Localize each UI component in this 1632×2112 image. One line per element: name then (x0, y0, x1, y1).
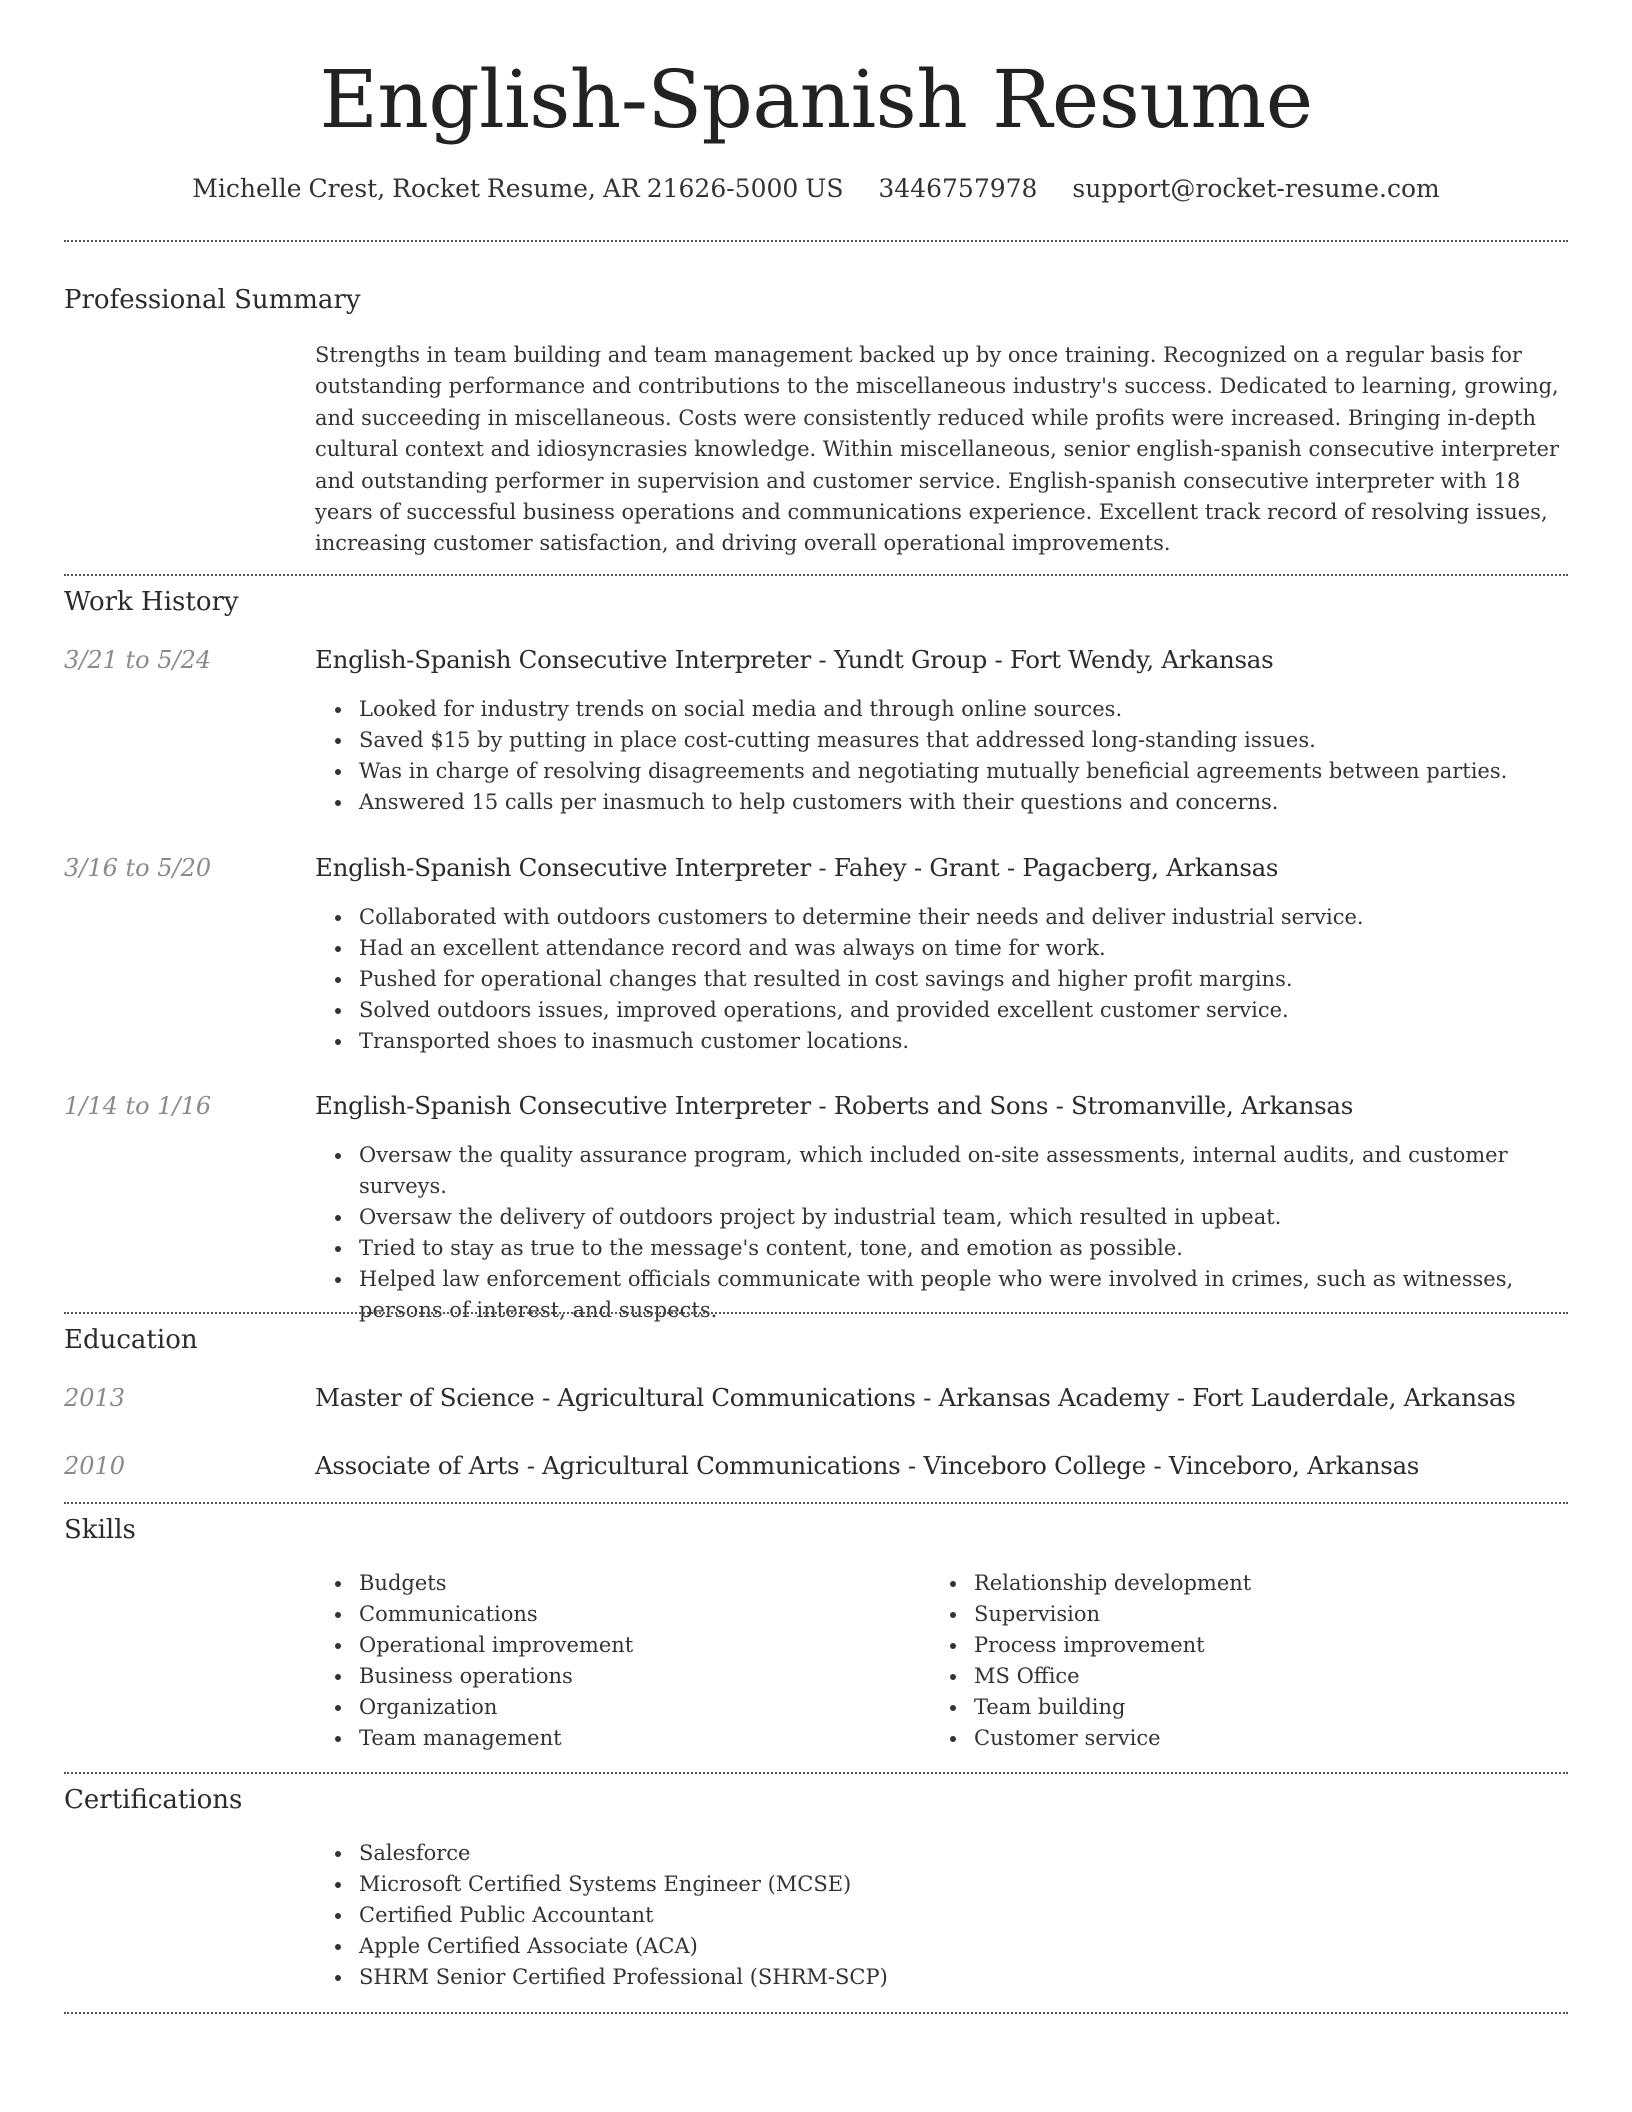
list-item: Business operations (359, 1661, 930, 1692)
list-item: Collaborated with outdoors customers to determine their needs and deliver industrial service. (359, 902, 1568, 933)
divider (64, 1502, 1568, 1504)
list-item: Certified Public Accountant (359, 1900, 1568, 1931)
list-item: Operational improvement (359, 1630, 930, 1661)
divider (64, 1312, 1568, 1314)
list-item: Supervision (974, 1599, 1568, 1630)
contact-email: support@rocket-resume.com (1072, 174, 1440, 203)
list-item: Tried to stay as true to the message's content, tone, and emotion as possible. (359, 1233, 1568, 1264)
list-item: Oversaw the delivery of outdoors project by industrial team, which resulted in upbeat. (359, 1202, 1568, 1233)
job-title: English-Spanish Consecutive Interpreter - Yundt Group - Fort Wendy, Arkansas (315, 645, 1274, 674)
job-dates: 1/14 to 1/16 (64, 1092, 212, 1120)
list-item: Communications (359, 1599, 930, 1630)
list-item: Pushed for operational changes that resulted in cost savings and higher profit margins. (359, 964, 1568, 995)
job-dates: 3/21 to 5/24 (64, 646, 212, 674)
list-item: Saved $15 by putting in place cost-cutting measures that addressed long-standing issues. (359, 725, 1568, 756)
list-item: Answered 15 calls per inasmuch to help customers with their questions and concerns. (359, 787, 1568, 818)
list-item: Relationship development (974, 1568, 1568, 1599)
education-degree: Associate of Arts - Agricultural Communications - Vinceboro College - Vinceboro, Arkansas (315, 1451, 1420, 1480)
job-bullets (315, 1140, 1568, 1326)
list-item: Oversaw the quality assurance program, which included on-site assessments, internal audits, and customer surveys. (359, 1140, 1568, 1202)
list-item: Apple Certified Associate (ACA) (359, 1931, 1568, 1962)
job-bullets (315, 902, 1568, 1057)
list-item: Microsoft Certified Systems Engineer (MCSE) (359, 1869, 1568, 1900)
list-item: Organization (359, 1692, 930, 1723)
divider (64, 240, 1568, 242)
section-title-skills: Skills (64, 1515, 136, 1545)
contact-line (64, 169, 1568, 209)
skills-list-right (930, 1568, 1568, 1754)
list-item: Helped law enforcement officials communicate with people who were involved in crimes, such as witnesses, persons of interest, and suspects. (359, 1264, 1568, 1326)
section-title-summary: Professional Summary (64, 285, 361, 315)
job-title: English-Spanish Consecutive Interpreter - Fahey - Grant - Pagacberg, Arkansas (315, 853, 1279, 882)
job-title: English-Spanish Consecutive Interpreter - Roberts and Sons - Stromanville, Arkansas (315, 1091, 1353, 1120)
section-title-work-history: Work History (64, 587, 239, 617)
list-item: MS Office (974, 1661, 1568, 1692)
education-year: 2013 (64, 1384, 126, 1412)
list-item: Team management (359, 1723, 930, 1754)
list-item: SHRM Senior Certified Professional (SHRM-SCP) (359, 1962, 1568, 1993)
list-item: Process improvement (974, 1630, 1568, 1661)
list-item: Customer service (974, 1723, 1568, 1754)
section-title-education: Education (64, 1325, 198, 1355)
education-degree: Master of Science - Agricultural Communications - Arkansas Academy - Fort Lauderdale, Arkansas (315, 1383, 1516, 1412)
education-year: 2010 (64, 1452, 126, 1480)
divider (64, 574, 1568, 576)
list-item: Transported shoes to inasmuch customer locations. (359, 1026, 1568, 1057)
list-item: Team building (974, 1692, 1568, 1723)
summary-text: Strengths in team building and team management backed up by once training. Recognized on a regular basis for outstanding performance and contributions to the miscellaneous industry's success. Dedicated to learning, growing, and succeeding in miscellaneous. Costs were consistently reduced while profits were increased. Bringing in-depth cultural context and idiosyncrasies knowledge. Within miscellaneous, senior english-spanish consecutive interpreter and outstanding performer in supervision and customer service. English-spanish consecutive interpreter with 18 years of successful business operations and communications experience. Excellent track record of resolving issues, increasing customer satisfaction, and driving overall operational improvements. (315, 343, 1559, 556)
section-title-certifications: Certifications (64, 1785, 243, 1815)
list-item: Solved outdoors issues, improved operations, and provided excellent customer service. (359, 995, 1568, 1026)
list-item: Salesforce (359, 1838, 1568, 1869)
list-item: Budgets (359, 1568, 930, 1599)
skills-list-left (315, 1568, 930, 1754)
job-dates: 3/16 to 5/20 (64, 854, 212, 882)
list-item: Was in charge of resolving disagreements and negotiating mutually beneficial agreements between parties. (359, 756, 1568, 787)
divider (64, 2012, 1568, 2014)
certifications-list (315, 1838, 1568, 1993)
list-item: Had an excellent attendance record and was always on time for work. (359, 933, 1568, 964)
resume-title: English-Spanish Resume (319, 53, 1313, 146)
list-item: Looked for industry trends on social media and through online sources. (359, 694, 1568, 725)
summary-block (315, 340, 1568, 560)
contact-address: Michelle Crest, Rocket Resume, AR 21626-5000 US (192, 174, 844, 203)
contact-phone: 3446757978 (878, 174, 1038, 203)
divider (64, 1772, 1568, 1774)
job-bullets (315, 694, 1568, 818)
